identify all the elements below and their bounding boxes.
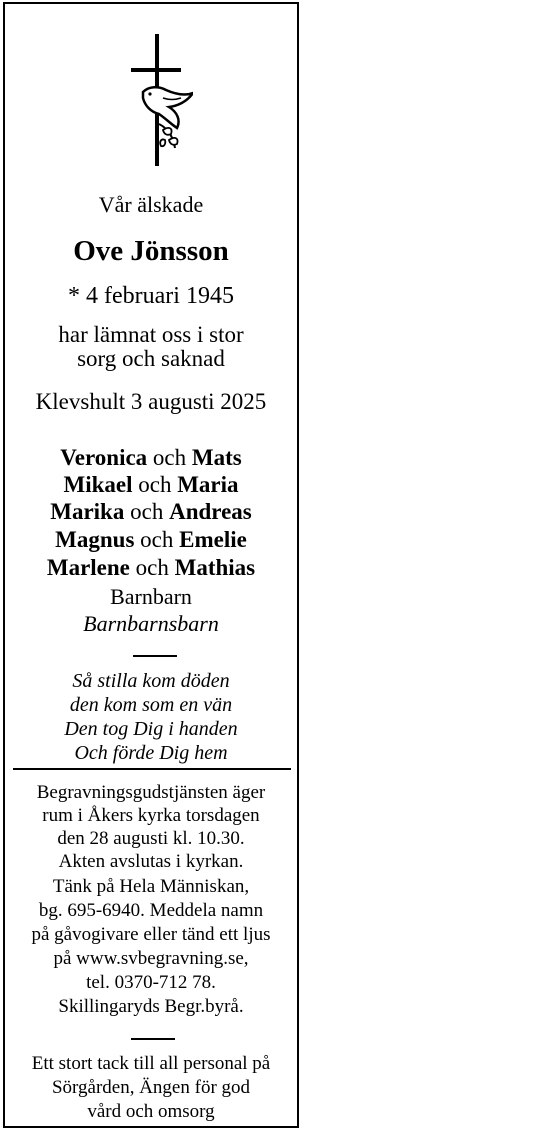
funeral-info-line: Begravningsgudstjänsten äger bbox=[36, 782, 266, 803]
funeral-info-line: Skillingaryds Begr.byrå. bbox=[58, 996, 244, 1017]
family-name: Mats bbox=[191, 445, 242, 470]
poem-line: Och förde Dig hem bbox=[74, 742, 228, 764]
family-name: Emelie bbox=[179, 527, 247, 552]
family-line bbox=[5, 500, 297, 523]
divider-short bbox=[131, 1038, 175, 1040]
family-line bbox=[5, 556, 297, 579]
message-line-2: sorg och saknad bbox=[77, 346, 225, 371]
funeral-info-line: på www.svbegravning.se, bbox=[53, 948, 249, 969]
family-joiner: och bbox=[135, 555, 169, 580]
family-name: Magnus bbox=[55, 527, 135, 552]
poem-line: Så stilla kom döden bbox=[72, 670, 230, 692]
family-joiner: och bbox=[140, 527, 174, 552]
family-name: Mikael bbox=[63, 472, 133, 497]
funeral-info-line: Tänk på Hela Människan, bbox=[52, 876, 250, 897]
family-line bbox=[5, 446, 297, 469]
thanks-line: Sörgården, Ängen för god bbox=[51, 1077, 251, 1098]
thanks-line: Ett stort tack till all personal på bbox=[31, 1053, 271, 1074]
death-place-date: Klevshult 3 augusti 2025 bbox=[35, 389, 267, 414]
family-name: Maria bbox=[177, 472, 239, 497]
family-name: Marika bbox=[50, 499, 125, 524]
family-joiner: och bbox=[138, 472, 172, 497]
family-name: Mathias bbox=[174, 555, 256, 580]
family-name: Veronica bbox=[60, 445, 148, 470]
birth-date: * 4 februari 1945 bbox=[68, 283, 234, 309]
funeral-info-line: på gåvogivare eller tänd ett ljus bbox=[31, 924, 271, 945]
great-grandchildren-label: Barnbarnsbarn bbox=[83, 611, 219, 636]
intro-text: Vår älskade bbox=[98, 192, 204, 217]
family-joiner: och bbox=[152, 445, 187, 470]
cross-dove-icon bbox=[123, 30, 193, 170]
family-line bbox=[5, 528, 297, 551]
funeral-info-line: tel. 0370-712 78. bbox=[86, 972, 216, 993]
message-line-1: har lämnat oss i stor bbox=[58, 322, 244, 347]
family-name: Marlene bbox=[46, 555, 130, 580]
divider-short bbox=[133, 655, 177, 657]
funeral-info-line: bg. 695-6940. Meddela namn bbox=[38, 900, 264, 921]
family-joiner: och bbox=[130, 499, 164, 524]
funeral-info-line: rum i Åkers kyrka torsdagen bbox=[42, 805, 260, 826]
family-line bbox=[5, 473, 297, 496]
divider-wide bbox=[13, 768, 291, 770]
funeral-info-line: den 28 augusti kl. 10.30. bbox=[57, 828, 245, 849]
funeral-info-line: Akten avslutas i kyrkan. bbox=[58, 851, 244, 872]
deceased-name: Ove Jönsson bbox=[73, 235, 229, 267]
grandchildren-label: Barnbarn bbox=[110, 584, 192, 609]
family-name: Andreas bbox=[169, 499, 252, 524]
poem-line: den kom som en vän bbox=[69, 694, 233, 716]
poem-line: Den tog Dig i handen bbox=[64, 718, 238, 740]
thanks-line: vård och omsorg bbox=[87, 1101, 215, 1122]
obituary-notice bbox=[3, 2, 299, 1128]
